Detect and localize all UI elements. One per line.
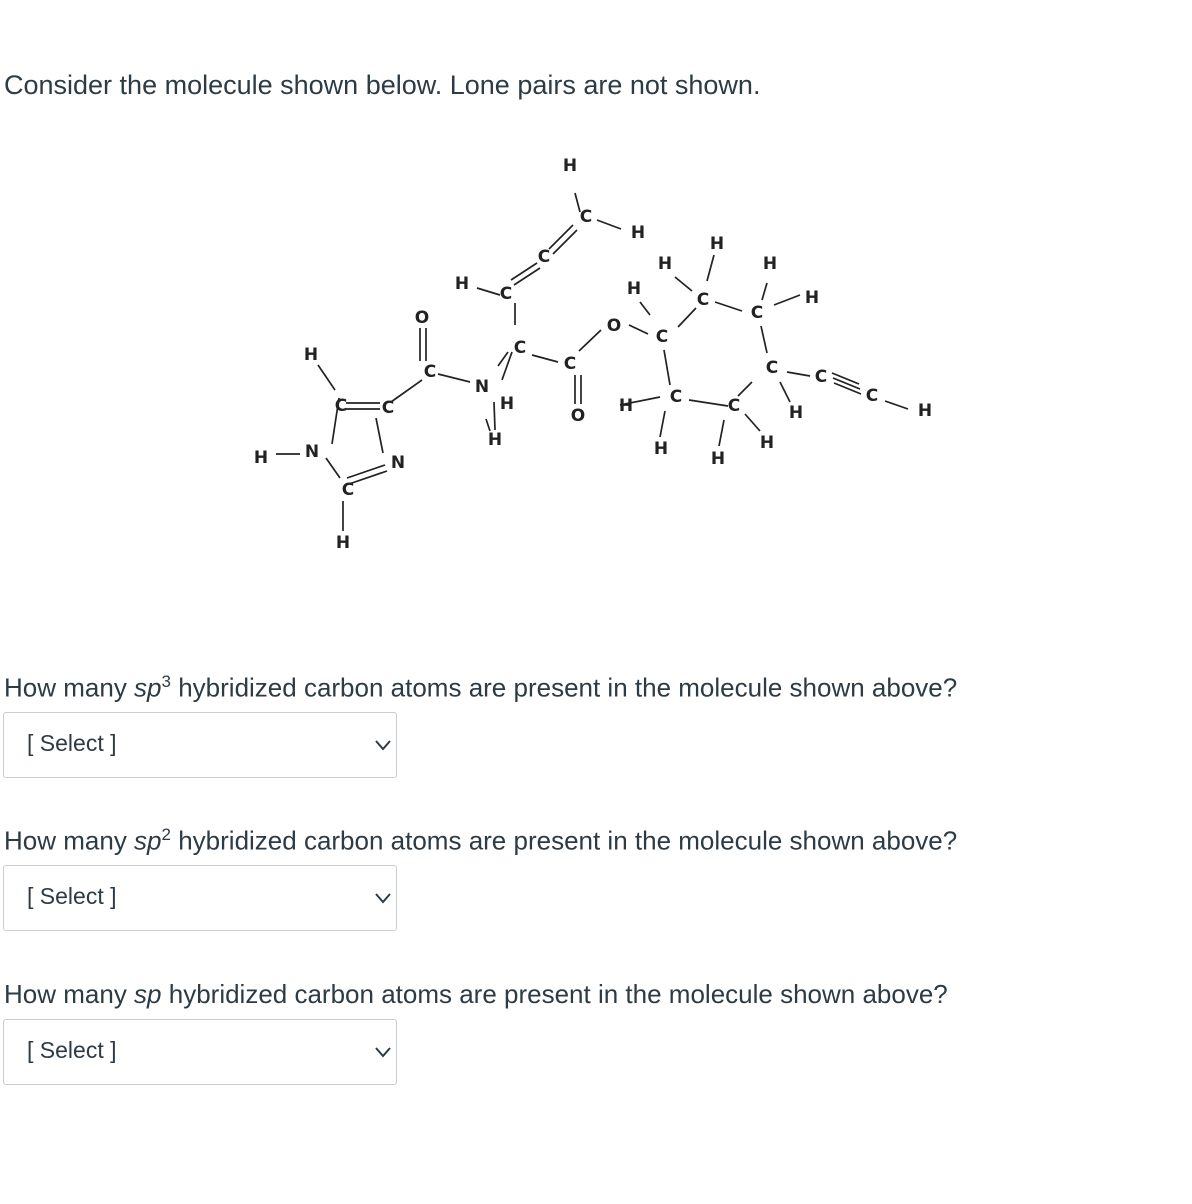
atom-c: C	[537, 247, 551, 267]
atom-h: H	[335, 533, 351, 553]
atom-c: C	[865, 386, 879, 406]
bonds	[276, 193, 908, 531]
atom-c: C	[499, 284, 513, 304]
atom-h: H	[630, 223, 646, 243]
atom-c: C	[341, 480, 355, 500]
atom-c: C	[765, 358, 779, 378]
atom-h: H	[759, 433, 775, 453]
atom-c: C	[423, 362, 437, 382]
atom-c: C	[814, 367, 828, 387]
chevron-down-icon	[374, 738, 392, 752]
atom-c: C	[579, 207, 593, 227]
atom-o: O	[606, 316, 622, 336]
atom-c: C	[669, 387, 683, 407]
atom-h: H	[454, 274, 470, 294]
atom-h: H	[487, 430, 503, 450]
select-label: [ Select ]	[27, 730, 117, 756]
atom-c: C	[381, 398, 395, 418]
atom-c: C	[655, 327, 669, 347]
atom-labels	[254, 156, 932, 553]
atom-c: C	[513, 338, 527, 358]
intro-text: Consider the molecule shown below. Lone pairs are not shown.	[4, 70, 761, 100]
atom-h: H	[618, 396, 634, 416]
atom-h: H	[626, 279, 642, 299]
atom-h: H	[788, 403, 804, 423]
atom-h: H	[653, 439, 669, 459]
atom-h: H	[303, 345, 319, 365]
question-sp2: How many $sp^2$ hybridized carbon atoms are present in the molecule shown above?	[4, 825, 958, 856]
atom-n: N	[304, 442, 320, 462]
atom-h: H	[562, 156, 578, 176]
atom-o: O	[414, 308, 430, 328]
atom-c: C	[696, 290, 710, 310]
chevron-down-icon	[374, 891, 392, 905]
question-sp3: How many $sp^3$ hybridized carbon atoms are present in the molecule shown above?	[4, 672, 958, 703]
atom-h: H	[710, 449, 726, 469]
chevron-down-icon	[374, 1045, 392, 1059]
sp3-count-select[interactable]	[3, 712, 397, 778]
atom-c: C	[563, 354, 577, 374]
atom-h: H	[499, 394, 515, 414]
atom-h: H	[804, 288, 820, 308]
sp-count-select[interactable]	[3, 1019, 397, 1085]
atom-n: N	[474, 377, 490, 397]
atom-c: C	[334, 396, 348, 416]
atom-h: H	[762, 254, 778, 274]
atom-n: N	[390, 453, 406, 473]
select-label: [ Select ]	[27, 1037, 117, 1063]
select-label: [ Select ]	[27, 883, 117, 909]
question-sp: How many sp hybridized carbon atoms are present in the molecule shown above?	[4, 979, 948, 1009]
atom-h: H	[709, 234, 725, 254]
atom-o: O	[570, 406, 586, 426]
atom-h: H	[657, 254, 673, 274]
atom-h: H	[253, 448, 269, 468]
molecule-diagram	[240, 150, 960, 570]
atom-h: H	[917, 401, 933, 421]
atom-c: C	[727, 396, 741, 416]
atom-c: C	[750, 303, 764, 323]
sp2-count-select[interactable]	[3, 865, 397, 931]
